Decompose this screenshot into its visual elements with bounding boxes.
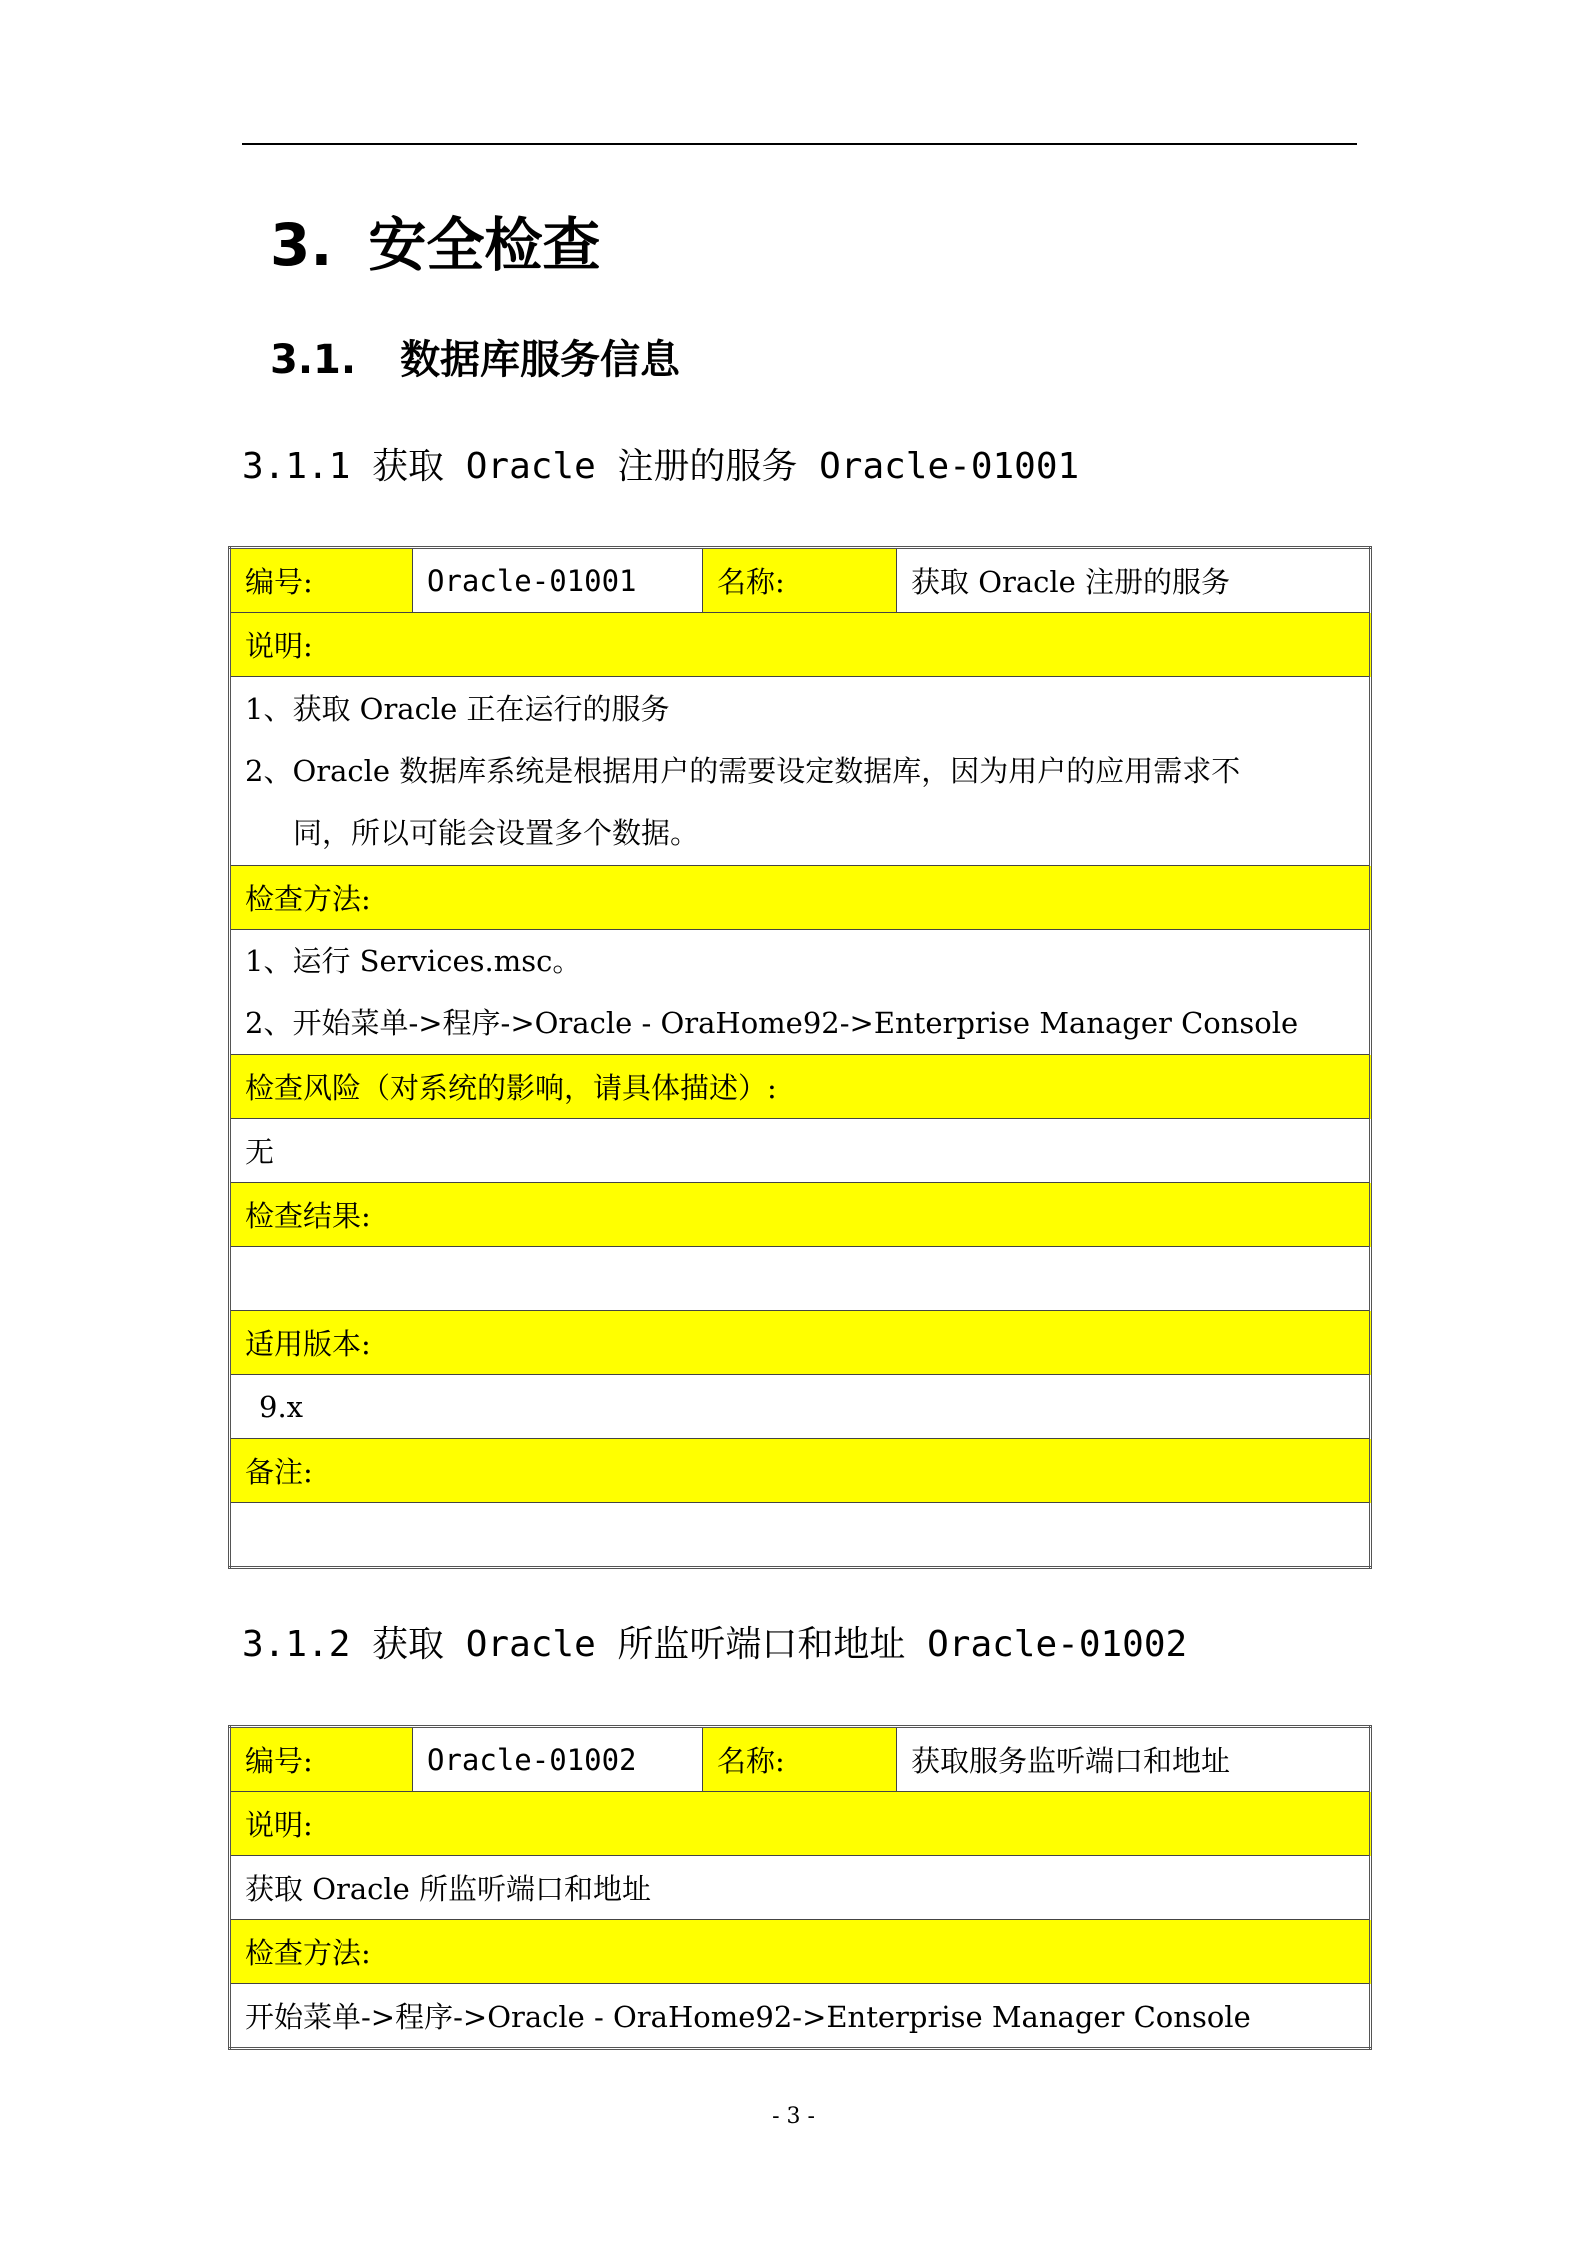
note-value <box>230 1503 1371 1568</box>
method-label: 检查方法: <box>230 866 1371 930</box>
name-value: 获取服务监听端口和地址 <box>897 1727 1371 1792</box>
table-row <box>230 548 1371 613</box>
risk-label: 检查风险（对系统的影响，请具体描述）: <box>230 1055 1371 1119</box>
note-label: 备注: <box>230 1439 1371 1503</box>
table-row <box>230 1727 1371 1792</box>
method-cell <box>230 930 1371 1055</box>
method-line: 1、运行 Services.msc。 <box>245 944 582 978</box>
version-label: 适用版本: <box>230 1311 1371 1375</box>
result-label: 检查结果: <box>230 1183 1371 1247</box>
desc-value: 获取 Oracle 所监听端口和地址 <box>230 1856 1371 1920</box>
check-table-01002 <box>228 1725 1372 2050</box>
id-label: 编号: <box>230 548 413 613</box>
method-label: 检查方法: <box>230 1920 1371 1984</box>
section-heading-01001: 3.1.1 获取 Oracle 注册的服务 Oracle-01001 <box>242 446 1080 487</box>
id-value: Oracle-01001 <box>413 548 703 613</box>
version-value: 9.x <box>230 1375 1371 1439</box>
desc-label: 说明: <box>230 613 1371 677</box>
heading-title: 安全检查 <box>368 211 601 279</box>
header-rule <box>242 143 1357 145</box>
desc-line: 2、Oracle 数据库系统是根据用户的需要设定数据库，因为用户的应用需求不 <box>245 754 1241 788</box>
id-value: Oracle-01002 <box>413 1727 703 1792</box>
result-value <box>230 1247 1371 1311</box>
name-label: 名称: <box>703 548 897 613</box>
heading-number: 3. <box>270 211 333 279</box>
heading-2 <box>270 328 680 385</box>
heading-title: 数据库服务信息 <box>400 337 681 383</box>
id-label: 编号: <box>230 1727 413 1792</box>
desc-line: 同，所以可能会设置多个数据。 <box>293 816 700 850</box>
desc-label: 说明: <box>230 1792 1371 1856</box>
name-label: 名称: <box>703 1727 897 1792</box>
heading-number: 3.1. <box>270 337 357 383</box>
risk-value: 无 <box>230 1119 1371 1183</box>
name-value: 获取 Oracle 注册的服务 <box>897 548 1371 613</box>
desc-cell <box>230 677 1371 866</box>
method-value: 开始菜单->程序->Oracle - OraHome92->Enterprise Manager Console <box>230 1984 1371 2049</box>
method-line: 2、开始菜单->程序->Oracle - OraHome92->Enterprise Manager Console <box>245 1006 1299 1040</box>
page-number: - 3 - <box>772 2104 815 2129</box>
section-heading-01002: 3.1.2 获取 Oracle 所监听端口和地址 Oracle-01002 <box>242 1624 1188 1665</box>
heading-1 <box>270 198 600 282</box>
check-table-01001 <box>228 546 1372 1569</box>
desc-line: 1、获取 Oracle 正在运行的服务 <box>245 692 670 726</box>
